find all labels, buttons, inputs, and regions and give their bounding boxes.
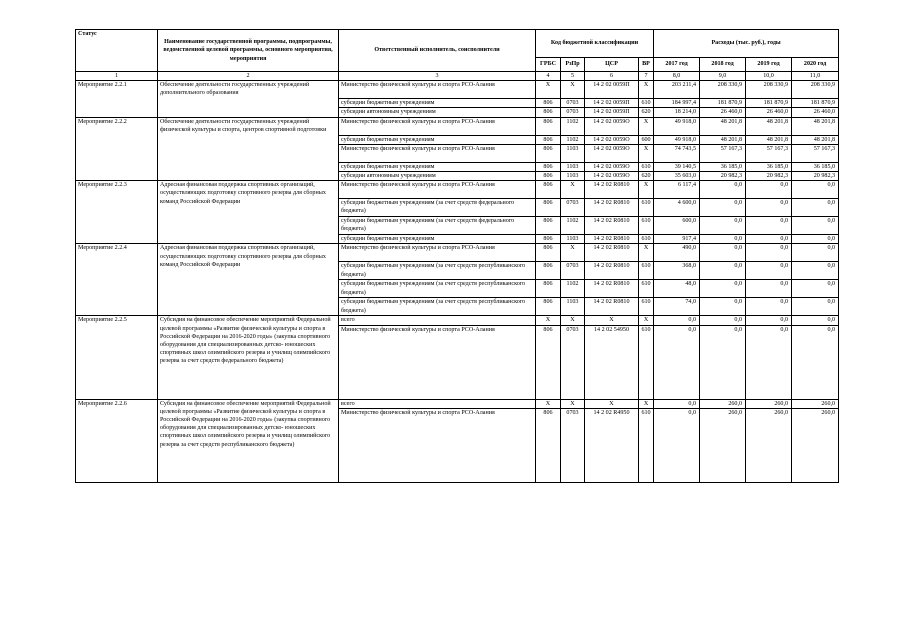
grbs-cell: X — [536, 316, 561, 325]
expense-value-cell: 0,0 — [746, 280, 792, 298]
expense-value-cell: 0,0 — [792, 235, 839, 244]
table-row — [76, 117, 839, 135]
vr-cell: 610 — [639, 199, 654, 217]
rzpr-cell: 1103 — [561, 162, 585, 171]
rzpr-cell: 0703 — [561, 108, 585, 117]
rzpr-cell: 1103 — [561, 235, 585, 244]
expense-value-cell: 203 211,4 — [654, 81, 700, 99]
table-row — [76, 244, 839, 262]
expense-value-cell: 260,0 — [700, 408, 746, 482]
executor-cell: субсидии бюджетным учреждениям (за счет средств республиканского бюджета) — [339, 298, 536, 316]
vr-cell: 610 — [639, 99, 654, 108]
expense-value-cell: 0,0 — [792, 199, 839, 217]
grbs-cell: 806 — [536, 262, 561, 280]
vr-cell: 620 — [639, 108, 654, 117]
csr-cell: 14 2 02 0059О — [585, 135, 639, 144]
expense-value-cell: 48 201,8 — [792, 135, 839, 144]
expense-value-cell: 260,0 — [700, 399, 746, 408]
expense-value-cell: 48 201,8 — [700, 117, 746, 135]
grbs-cell: 806 — [536, 298, 561, 316]
status-cell: Мероприятие 2.2.3 — [76, 181, 158, 244]
header-csr: ЦСР — [585, 58, 639, 72]
column-number: 3 — [339, 72, 536, 81]
column-number: 9,0 — [700, 72, 746, 81]
table-row — [76, 181, 839, 199]
column-number: 5 — [561, 72, 585, 81]
expense-value-cell: 36 185,0 — [792, 162, 839, 171]
column-number: 1 — [76, 72, 158, 81]
vr-cell: 600 — [639, 135, 654, 144]
expense-value-cell: 48 201,8 — [792, 117, 839, 135]
expense-value-cell: 0,0 — [792, 316, 839, 325]
table-row — [76, 81, 839, 99]
column-number: 2 — [158, 72, 339, 81]
header-grbs: ГРБС — [536, 58, 561, 72]
column-number: 7 — [639, 72, 654, 81]
csr-cell: 14 2 02 R4950 — [585, 408, 639, 482]
activity-name-cell: Адресная финансовая поддержка спортивных организаций, осуществляющих подготовку спортивного резерва для сборных команд Российской Федерации — [158, 181, 339, 244]
expense-value-cell: 917,4 — [654, 235, 700, 244]
vr-cell: X — [639, 244, 654, 262]
csr-cell: 14 2 02 0059О — [585, 162, 639, 171]
vr-cell: X — [639, 181, 654, 199]
expense-value-cell: 20 982,3 — [700, 172, 746, 181]
rzpr-cell: X — [561, 181, 585, 199]
activity-name-cell: Обеспечение деятельности государственных учреждений дополнительного образования — [158, 81, 339, 117]
expense-value-cell: 0,0 — [654, 399, 700, 408]
rzpr-cell: 1103 — [561, 172, 585, 181]
expense-value-cell: 39 140,5 — [654, 162, 700, 171]
table-body — [76, 81, 839, 483]
vr-cell: 610 — [639, 408, 654, 482]
expense-value-cell: 208 330,9 — [700, 81, 746, 99]
csr-cell: X — [585, 316, 639, 325]
grbs-cell: 806 — [536, 172, 561, 181]
expense-value-cell: 49 918,0 — [654, 135, 700, 144]
grbs-cell: 806 — [536, 217, 561, 235]
expense-value-cell: 368,0 — [654, 262, 700, 280]
rzpr-cell: 1102 — [561, 135, 585, 144]
header-vr: ВР — [639, 58, 654, 72]
executor-cell: Министерство физической культуры и спорта РСО-Алания — [339, 408, 536, 482]
grbs-cell: X — [536, 81, 561, 99]
expense-value-cell: 48 201,8 — [746, 117, 792, 135]
activity-name-cell: Субсидия на финансовое обеспечение мероприятий Федеральной целевой программы «Развитие физической культуры и спорта в Российской Федерации на 2016-2020 годы» (закупка спортивного оборудования для специализированных детско- юношеских спортивных школ олимпийского резерва и училищ олимпийского резерва за счет средств республиканского бюджета) — [158, 399, 339, 482]
column-number: 11,0 — [792, 72, 839, 81]
column-number-row — [76, 72, 839, 81]
executor-cell: Министерство физической культуры и спорта РСО-Алания — [339, 117, 536, 135]
expense-value-cell: 490,0 — [654, 244, 700, 262]
expense-value-cell: 57 167,3 — [746, 144, 792, 162]
grbs-cell: 806 — [536, 325, 561, 399]
rzpr-cell: 0703 — [561, 199, 585, 217]
csr-cell: X — [585, 399, 639, 408]
header-budget-code: Код бюджетной классификации — [536, 30, 654, 58]
expense-value-cell: 600,0 — [654, 217, 700, 235]
column-number: 10,0 — [746, 72, 792, 81]
executor-cell: субсидии бюджетным учреждениям — [339, 235, 536, 244]
header-executor: Ответственный исполнитель, соисполнители — [339, 30, 536, 72]
expense-value-cell: 0,0 — [700, 280, 746, 298]
vr-cell: X — [639, 117, 654, 135]
expense-value-cell: 36 185,0 — [746, 162, 792, 171]
header-year: 2017 год — [654, 58, 700, 72]
expense-value-cell: 35 603,0 — [654, 172, 700, 181]
executor-cell: субсидии бюджетным учреждениям — [339, 162, 536, 171]
rzpr-cell: 1102 — [561, 280, 585, 298]
vr-cell: 610 — [639, 325, 654, 399]
header-year: 2019 год — [746, 58, 792, 72]
csr-cell: 14 2 02 R0810 — [585, 217, 639, 235]
expense-value-cell: 260,0 — [746, 399, 792, 408]
expense-value-cell: 181 870,9 — [746, 99, 792, 108]
rzpr-cell: 1103 — [561, 298, 585, 316]
executor-cell: субсидии бюджетным учреждениям (за счет средств республиканского бюджета) — [339, 262, 536, 280]
expense-value-cell: 74,0 — [654, 298, 700, 316]
expense-value-cell: 48,0 — [654, 280, 700, 298]
rzpr-cell: 0703 — [561, 262, 585, 280]
expense-value-cell: 260,0 — [746, 408, 792, 482]
expense-value-cell: 26 460,0 — [746, 108, 792, 117]
table-row — [76, 316, 839, 325]
vr-cell: 610 — [639, 280, 654, 298]
vr-cell: 610 — [639, 235, 654, 244]
status-cell: Мероприятие 2.2.6 — [76, 399, 158, 482]
expense-value-cell: 57 167,3 — [792, 144, 839, 162]
rzpr-cell: 1102 — [561, 117, 585, 135]
vr-cell: 610 — [639, 217, 654, 235]
rzpr-cell: 1102 — [561, 217, 585, 235]
expense-value-cell: 74 743,5 — [654, 144, 700, 162]
executor-cell: Министерство физической культуры и спорта РСО-Алания — [339, 144, 536, 162]
header-name: Наименование государственной программы, подпрограммы, ведомственной целевой программы, основного мероприятия, мероприятия — [158, 30, 339, 72]
expense-value-cell: 0,0 — [700, 262, 746, 280]
expense-value-cell: 0,0 — [792, 298, 839, 316]
expense-value-cell: 260,0 — [792, 399, 839, 408]
header-expenses: Расходы (тыс. руб.), годы — [654, 30, 839, 58]
expense-value-cell: 0,0 — [700, 244, 746, 262]
expense-value-cell: 208 330,9 — [792, 81, 839, 99]
expense-value-cell: 0,0 — [654, 316, 700, 325]
status-cell: Мероприятие 2.2.1 — [76, 81, 158, 117]
expense-value-cell: 260,0 — [792, 408, 839, 482]
header-year: 2018 год — [700, 58, 746, 72]
csr-cell: 14 2 02 0059П — [585, 99, 639, 108]
expense-value-cell: 18 214,0 — [654, 108, 700, 117]
expense-value-cell: 48 201,8 — [746, 135, 792, 144]
csr-cell: 14 2 02 R0810 — [585, 181, 639, 199]
executor-cell: всего — [339, 399, 536, 408]
grbs-cell: 806 — [536, 244, 561, 262]
csr-cell: 14 2 02 0059О — [585, 144, 639, 162]
csr-cell: 14 2 02 R0810 — [585, 298, 639, 316]
expense-value-cell: 0,0 — [746, 325, 792, 399]
grbs-cell: 806 — [536, 144, 561, 162]
rzpr-cell: X — [561, 244, 585, 262]
expense-value-cell: 181 870,9 — [792, 99, 839, 108]
expense-value-cell: 26 460,0 — [700, 108, 746, 117]
csr-cell: 14 2 02 0059О — [585, 117, 639, 135]
expense-value-cell: 0,0 — [700, 217, 746, 235]
activity-name-cell: Адресная финансовая поддержка спортивных организаций, осуществляющих подготовку спортивного резерва для сборных команд Российской Федерации — [158, 244, 339, 316]
expense-value-cell: 20 982,3 — [746, 172, 792, 181]
expense-value-cell: 0,0 — [792, 217, 839, 235]
status-cell: Мероприятие 2.2.5 — [76, 316, 158, 399]
vr-cell: 610 — [639, 298, 654, 316]
grbs-cell: X — [536, 399, 561, 408]
expense-value-cell: 0,0 — [746, 217, 792, 235]
activity-name-cell: Обеспечение деятельности государственных учреждений физической культуры и спорта, центров спортивной подготовки — [158, 117, 339, 181]
vr-cell: 610 — [639, 162, 654, 171]
expense-value-cell: 57 167,3 — [700, 144, 746, 162]
csr-cell: 14 2 02 0059П — [585, 81, 639, 99]
status-cell: Мероприятие 2.2.2 — [76, 117, 158, 181]
column-number: 4 — [536, 72, 561, 81]
grbs-cell: 806 — [536, 99, 561, 108]
header-status: Статус — [76, 30, 158, 72]
expense-value-cell: 6 117,4 — [654, 181, 700, 199]
grbs-cell: 806 — [536, 162, 561, 171]
header-year: 2020 год — [792, 58, 839, 72]
expense-value-cell: 0,0 — [700, 199, 746, 217]
expense-value-cell: 0,0 — [746, 235, 792, 244]
executor-cell: субсидии бюджетным учреждениям — [339, 99, 536, 108]
budget-table-page — [75, 29, 838, 483]
vr-cell: X — [639, 399, 654, 408]
expense-value-cell: 0,0 — [792, 244, 839, 262]
executor-cell: Министерство физической культуры и спорта РСО-Алания — [339, 81, 536, 99]
csr-cell: 14 2 02 R0810 — [585, 199, 639, 217]
vr-cell: X — [639, 81, 654, 99]
column-number: 8,0 — [654, 72, 700, 81]
expense-value-cell: 0,0 — [654, 408, 700, 482]
table-row — [76, 399, 839, 408]
expense-value-cell: 36 185,0 — [700, 162, 746, 171]
expense-value-cell: 0,0 — [746, 298, 792, 316]
executor-cell: субсидии автономным учреждениям — [339, 172, 536, 181]
csr-cell: 14 2 02 R0810 — [585, 244, 639, 262]
grbs-cell: 806 — [536, 108, 561, 117]
status-cell: Мероприятие 2.2.4 — [76, 244, 158, 316]
csr-cell: 14 2 02 0059О — [585, 172, 639, 181]
csr-cell: 14 2 02 0059П — [585, 108, 639, 117]
grbs-cell: 806 — [536, 117, 561, 135]
rzpr-cell: 0703 — [561, 325, 585, 399]
expense-value-cell: 184 997,4 — [654, 99, 700, 108]
expense-value-cell: 0,0 — [700, 325, 746, 399]
activity-name-cell: Субсидия на финансовое обеспечение мероприятий Федеральной целевой программы «Развитие физической культуры и спорта в Российской Федерации на 2016-2020 годы» (закупка спортивного оборудования для специализированных детско- юношеских спортивных школ олимпийского резерва и училищ олимпийского резерва за счет средств федерального бюджета) — [158, 316, 339, 399]
expense-value-cell: 181 870,9 — [700, 99, 746, 108]
expense-value-cell: 0,0 — [700, 181, 746, 199]
expense-value-cell: 0,0 — [746, 244, 792, 262]
expense-value-cell: 0,0 — [700, 298, 746, 316]
expense-value-cell: 48 201,8 — [700, 135, 746, 144]
header-rzpr: РзПр — [561, 58, 585, 72]
grbs-cell: 806 — [536, 235, 561, 244]
csr-cell: 14 2 02 R0810 — [585, 235, 639, 244]
expense-value-cell: 0,0 — [746, 181, 792, 199]
vr-cell: X — [639, 316, 654, 325]
grbs-cell: 806 — [536, 199, 561, 217]
column-number: 6 — [585, 72, 639, 81]
vr-cell: 610 — [639, 262, 654, 280]
rzpr-cell: X — [561, 81, 585, 99]
grbs-cell: 806 — [536, 135, 561, 144]
executor-cell: Министерство физической культуры и спорта РСО-Алания — [339, 325, 536, 399]
executor-cell: субсидии бюджетным учреждениям (за счет средств федерального бюджета) — [339, 217, 536, 235]
rzpr-cell: X — [561, 399, 585, 408]
executor-cell: Министерство физической культуры и спорта РСО-Алания — [339, 181, 536, 199]
expense-value-cell: 0,0 — [746, 262, 792, 280]
executor-cell: субсидии бюджетным учреждениям (за счет средств республиканского бюджета) — [339, 280, 536, 298]
rzpr-cell: 0703 — [561, 99, 585, 108]
executor-cell: субсидии бюджетным учреждениям — [339, 135, 536, 144]
rzpr-cell: 0703 — [561, 408, 585, 482]
grbs-cell: 806 — [536, 408, 561, 482]
expense-value-cell: 20 982,3 — [792, 172, 839, 181]
expense-value-cell: 0,0 — [700, 235, 746, 244]
expense-value-cell: 0,0 — [792, 325, 839, 399]
executor-cell: всего — [339, 316, 536, 325]
expense-value-cell: 49 918,0 — [654, 117, 700, 135]
expense-value-cell: 0,0 — [746, 199, 792, 217]
rzpr-cell: 1103 — [561, 144, 585, 162]
expense-value-cell: 0,0 — [654, 325, 700, 399]
rzpr-cell: X — [561, 316, 585, 325]
executor-cell: Министерство физической культуры и спорта РСО-Алания — [339, 244, 536, 262]
vr-cell: X — [639, 144, 654, 162]
csr-cell: 14 2 02 R0810 — [585, 280, 639, 298]
grbs-cell: 806 — [536, 181, 561, 199]
expense-value-cell: 26 460,0 — [792, 108, 839, 117]
vr-cell: 620 — [639, 172, 654, 181]
budget-table — [75, 29, 839, 483]
csr-cell: 14 2 02 R0810 — [585, 262, 639, 280]
executor-cell: субсидии автономным учреждениям — [339, 108, 536, 117]
expense-value-cell: 0,0 — [700, 316, 746, 325]
grbs-cell: 806 — [536, 280, 561, 298]
expense-value-cell: 4 600,0 — [654, 199, 700, 217]
expense-value-cell: 0,0 — [792, 262, 839, 280]
expense-value-cell: 0,0 — [792, 280, 839, 298]
expense-value-cell: 208 330,9 — [746, 81, 792, 99]
expense-value-cell: 0,0 — [746, 316, 792, 325]
csr-cell: 14 2 02 54950 — [585, 325, 639, 399]
executor-cell: субсидии бюджетным учреждениям (за счет средств федерального бюджета) — [339, 199, 536, 217]
expense-value-cell: 0,0 — [792, 181, 839, 199]
